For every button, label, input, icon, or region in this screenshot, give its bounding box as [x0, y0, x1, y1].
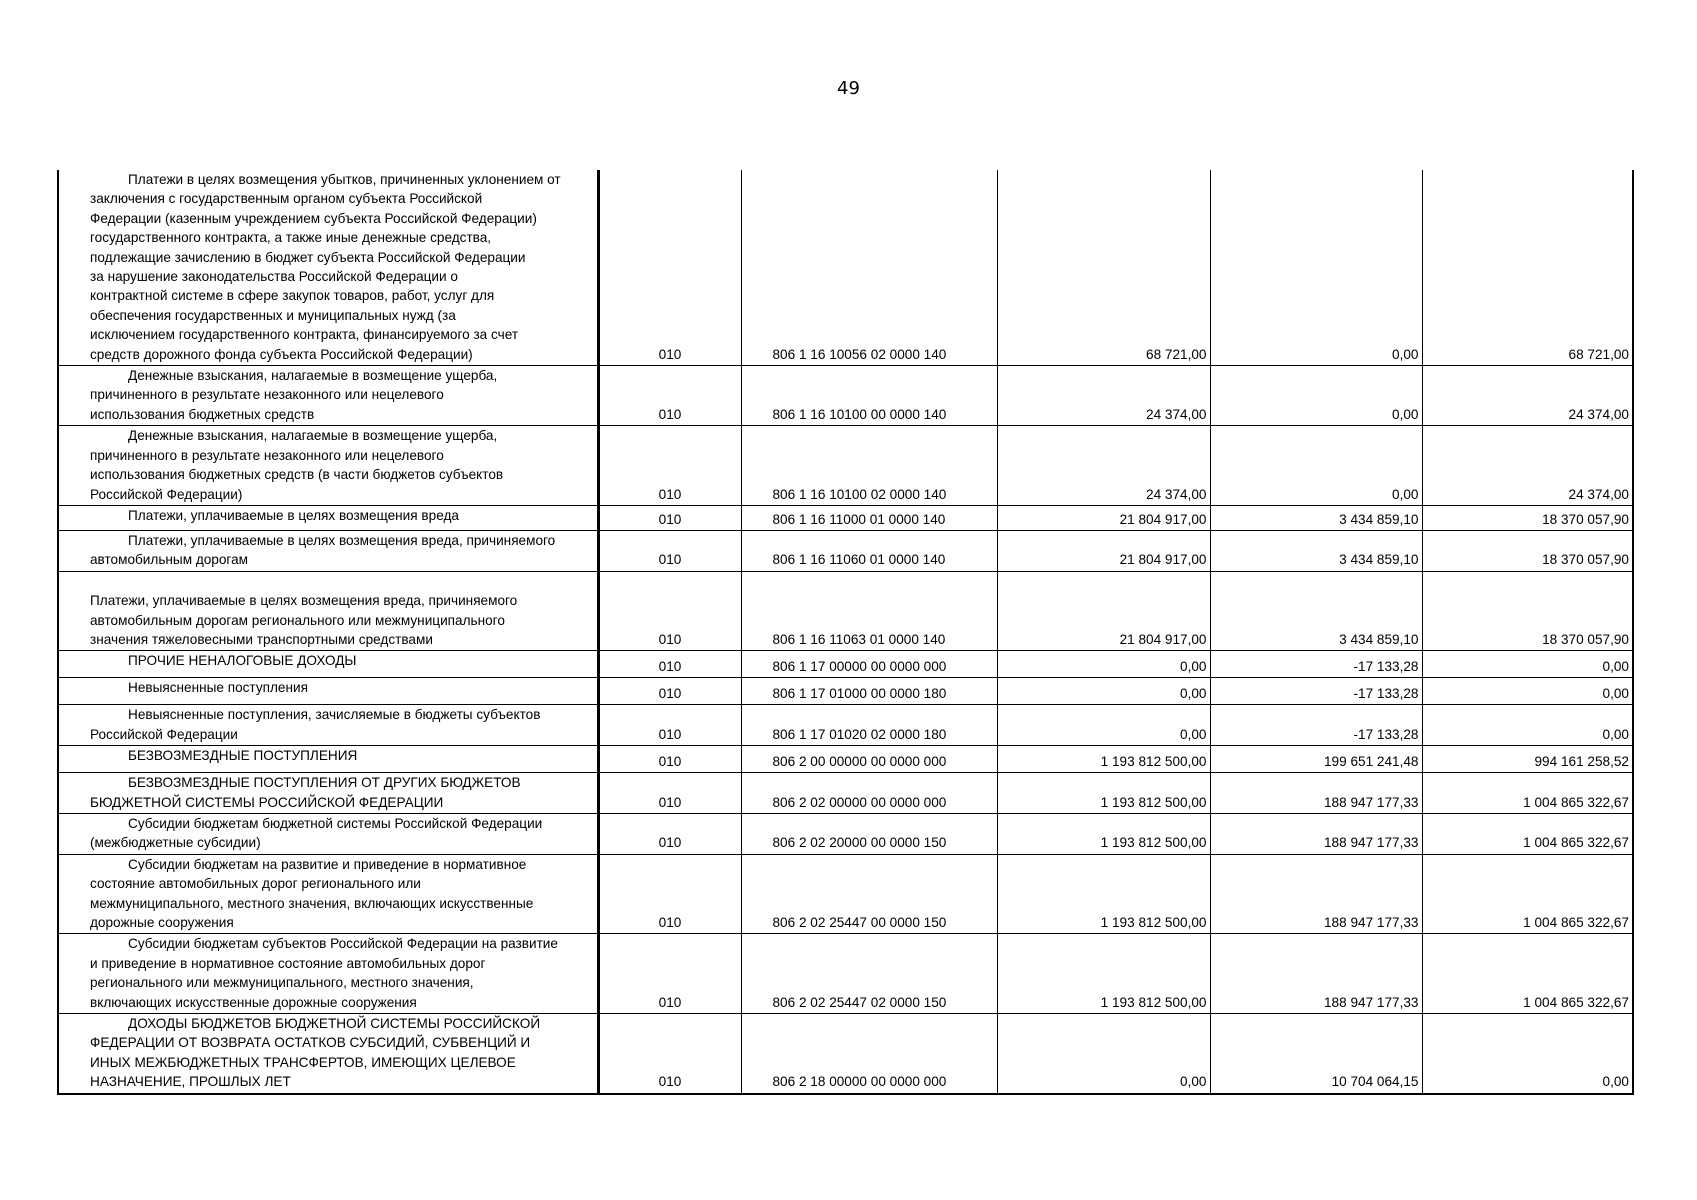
row-line-code: 010 [598, 813, 741, 854]
row-unexecuted: 0,00 [1422, 705, 1633, 746]
table-row [58, 170, 1633, 366]
row-approved: 0,00 [997, 678, 1210, 705]
row-approved: 1 193 812 500,00 [997, 773, 1210, 814]
row-line-code: 010 [598, 426, 741, 506]
table-row [58, 773, 1633, 814]
row-name: Субсидии бюджетам субъектов Российской Федерации на развитие и приведение в нормативное состояние автомобильных дорог регионального или межмуниципального, местного значения, включающих искусственные дорожные сооружения [58, 934, 598, 1014]
row-name: Денежные взыскания, налагаемые в возмещение ущерба, причиненного в результате незаконного или нецелевого использования бюджетных средств (в части бюджетов субъектов Российской Федерации) [58, 426, 598, 506]
row-name: Субсидии бюджетам бюджетной системы Российской Федерации (межбюджетные субсидии) [58, 813, 598, 854]
row-kbk: 806 2 02 25447 00 0000 150 [741, 854, 997, 934]
row-executed: -17 133,28 [1210, 678, 1422, 705]
row-kbk: 806 1 16 11000 01 0000 140 [741, 505, 997, 530]
table-row [58, 934, 1633, 1014]
row-name: Невыясненные поступления, зачисляемые в бюджеты субъектов Российской Федерации [58, 705, 598, 746]
table-row [58, 651, 1633, 678]
table-row [58, 813, 1633, 854]
row-name: Невыясненные поступления [58, 678, 598, 705]
row-unexecuted: 0,00 [1422, 651, 1633, 678]
table-row [58, 854, 1633, 934]
row-kbk: 806 1 16 10100 00 0000 140 [741, 366, 997, 426]
row-kbk: 806 2 02 20000 00 0000 150 [741, 813, 997, 854]
table-row [58, 505, 1633, 530]
table-body [58, 170, 1633, 1094]
row-executed: 199 651 241,48 [1210, 746, 1422, 773]
row-executed: 0,00 [1210, 170, 1422, 366]
row-executed: 188 947 177,33 [1210, 813, 1422, 854]
row-kbk: 806 2 18 00000 00 0000 000 [741, 1014, 997, 1094]
row-line-code: 010 [598, 505, 741, 530]
row-name: Платежи в целях возмещения убытков, причиненных уклонением от заключения с государственным органом субъекта Российской Федерации (казенным учреждением субъекта Российской Федерации) государственного контракта, а также иные денежные средства, подлежащие зачислению в бюджет субъекта Российской Федерации за нарушение законодательства Российской Федерации о контрактной системе в сфере закупок товаров, работ, услуг для обеспечения государственных и муниципальных нужд (за исключением государственного контракта, финансируемого за счет средств дорожного фонда субъекта Российской Федерации) [58, 170, 598, 366]
row-line-code: 010 [598, 934, 741, 1014]
row-line-code: 010 [598, 651, 741, 678]
row-unexecuted: 0,00 [1422, 678, 1633, 705]
row-line-code: 010 [598, 366, 741, 426]
row-unexecuted: 1 004 865 322,67 [1422, 854, 1633, 934]
row-unexecuted: 1 004 865 322,67 [1422, 813, 1633, 854]
row-approved: 68 721,00 [997, 170, 1210, 366]
row-executed: 188 947 177,33 [1210, 773, 1422, 814]
row-name: Денежные взыскания, налагаемые в возмещение ущерба, причиненного в результате незаконного или нецелевого использования бюджетных средств [58, 366, 598, 426]
row-kbk: 806 1 17 01020 02 0000 180 [741, 705, 997, 746]
table-row [58, 746, 1633, 773]
row-executed: 188 947 177,33 [1210, 934, 1422, 1014]
row-unexecuted: 68 721,00 [1422, 170, 1633, 366]
row-approved: 1 193 812 500,00 [997, 746, 1210, 773]
row-approved: 1 193 812 500,00 [997, 813, 1210, 854]
row-executed: -17 133,28 [1210, 651, 1422, 678]
row-executed: 0,00 [1210, 366, 1422, 426]
row-kbk: 806 2 02 00000 00 0000 000 [741, 773, 997, 814]
row-line-code: 010 [598, 854, 741, 934]
row-unexecuted: 24 374,00 [1422, 426, 1633, 506]
row-unexecuted: 24 374,00 [1422, 366, 1633, 426]
table-row [58, 678, 1633, 705]
row-name: БЕЗВОЗМЕЗДНЫЕ ПОСТУПЛЕНИЯ [58, 746, 598, 773]
row-line-code: 010 [598, 746, 741, 773]
revenue-table [57, 170, 1634, 1095]
row-kbk: 806 1 17 00000 00 0000 000 [741, 651, 997, 678]
table-row [58, 366, 1633, 426]
row-name: Платежи, уплачиваемые в целях возмещения вреда, причиняемого автомобильным дорогам регионального или межмуниципального значения тяжеловесными транспортными средствами [58, 571, 598, 651]
row-unexecuted: 18 370 057,90 [1422, 571, 1633, 651]
row-kbk: 806 1 16 10056 02 0000 140 [741, 170, 997, 366]
row-line-code: 010 [598, 170, 741, 366]
row-line-code: 010 [598, 1014, 741, 1094]
row-executed: -17 133,28 [1210, 705, 1422, 746]
row-unexecuted: 18 370 057,90 [1422, 530, 1633, 571]
row-executed: 3 434 859,10 [1210, 571, 1422, 651]
table-row [58, 571, 1633, 651]
row-line-code: 010 [598, 571, 741, 651]
row-approved: 0,00 [997, 651, 1210, 678]
row-executed: 10 704 064,15 [1210, 1014, 1422, 1094]
row-unexecuted: 18 370 057,90 [1422, 505, 1633, 530]
row-approved: 0,00 [997, 1014, 1210, 1094]
row-name: Платежи, уплачиваемые в целях возмещения вреда [58, 505, 598, 530]
row-kbk: 806 2 00 00000 00 0000 000 [741, 746, 997, 773]
row-name: БЕЗВОЗМЕЗДНЫЕ ПОСТУПЛЕНИЯ ОТ ДРУГИХ БЮДЖЕТОВ БЮДЖЕТНОЙ СИСТЕМЫ РОССИЙСКОЙ ФЕДЕРАЦИИ [58, 773, 598, 814]
page-number: 49 [837, 78, 860, 99]
row-executed: 0,00 [1210, 426, 1422, 506]
row-approved: 1 193 812 500,00 [997, 934, 1210, 1014]
row-name: Субсидии бюджетам на развитие и приведение в нормативное состояние автомобильных дорог регионального или межмуниципального, местного значения, включающих искусственные дорожные сооружения [58, 854, 598, 934]
row-executed: 188 947 177,33 [1210, 854, 1422, 934]
row-approved: 24 374,00 [997, 366, 1210, 426]
table-row [58, 1014, 1633, 1094]
row-executed: 3 434 859,10 [1210, 505, 1422, 530]
table-row [58, 426, 1633, 506]
row-line-code: 010 [598, 705, 741, 746]
row-unexecuted: 1 004 865 322,67 [1422, 773, 1633, 814]
row-approved: 0,00 [997, 705, 1210, 746]
row-name: ПРОЧИЕ НЕНАЛОГОВЫЕ ДОХОДЫ [58, 651, 598, 678]
row-unexecuted: 994 161 258,52 [1422, 746, 1633, 773]
row-executed: 3 434 859,10 [1210, 530, 1422, 571]
row-approved: 21 804 917,00 [997, 505, 1210, 530]
table-row [58, 705, 1633, 746]
row-unexecuted: 1 004 865 322,67 [1422, 934, 1633, 1014]
row-approved: 21 804 917,00 [997, 571, 1210, 651]
row-line-code: 010 [598, 530, 741, 571]
row-kbk: 806 1 16 11060 01 0000 140 [741, 530, 997, 571]
row-name: Платежи, уплачиваемые в целях возмещения вреда, причиняемого автомобильным дорогам [58, 530, 598, 571]
row-kbk: 806 2 02 25447 02 0000 150 [741, 934, 997, 1014]
row-line-code: 010 [598, 773, 741, 814]
row-approved: 1 193 812 500,00 [997, 854, 1210, 934]
row-approved: 24 374,00 [997, 426, 1210, 506]
row-line-code: 010 [598, 678, 741, 705]
row-kbk: 806 1 16 10100 02 0000 140 [741, 426, 997, 506]
row-kbk: 806 1 17 01000 00 0000 180 [741, 678, 997, 705]
row-name: ДОХОДЫ БЮДЖЕТОВ БЮДЖЕТНОЙ СИСТЕМЫ РОССИЙСКОЙ ФЕДЕРАЦИИ ОТ ВОЗВРАТА ОСТАТКОВ СУБСИДИЙ, СУБВЕНЦИЙ И ИНЫХ МЕЖБЮДЖЕТНЫХ ТРАНСФЕРТОВ, ИМЕЮЩИХ ЦЕЛЕВОЕ НАЗНАЧЕНИЕ, ПРОШЛЫХ ЛЕТ [58, 1014, 598, 1094]
row-approved: 21 804 917,00 [997, 530, 1210, 571]
table-row [58, 530, 1633, 571]
row-unexecuted: 0,00 [1422, 1014, 1633, 1094]
row-kbk: 806 1 16 11063 01 0000 140 [741, 571, 997, 651]
